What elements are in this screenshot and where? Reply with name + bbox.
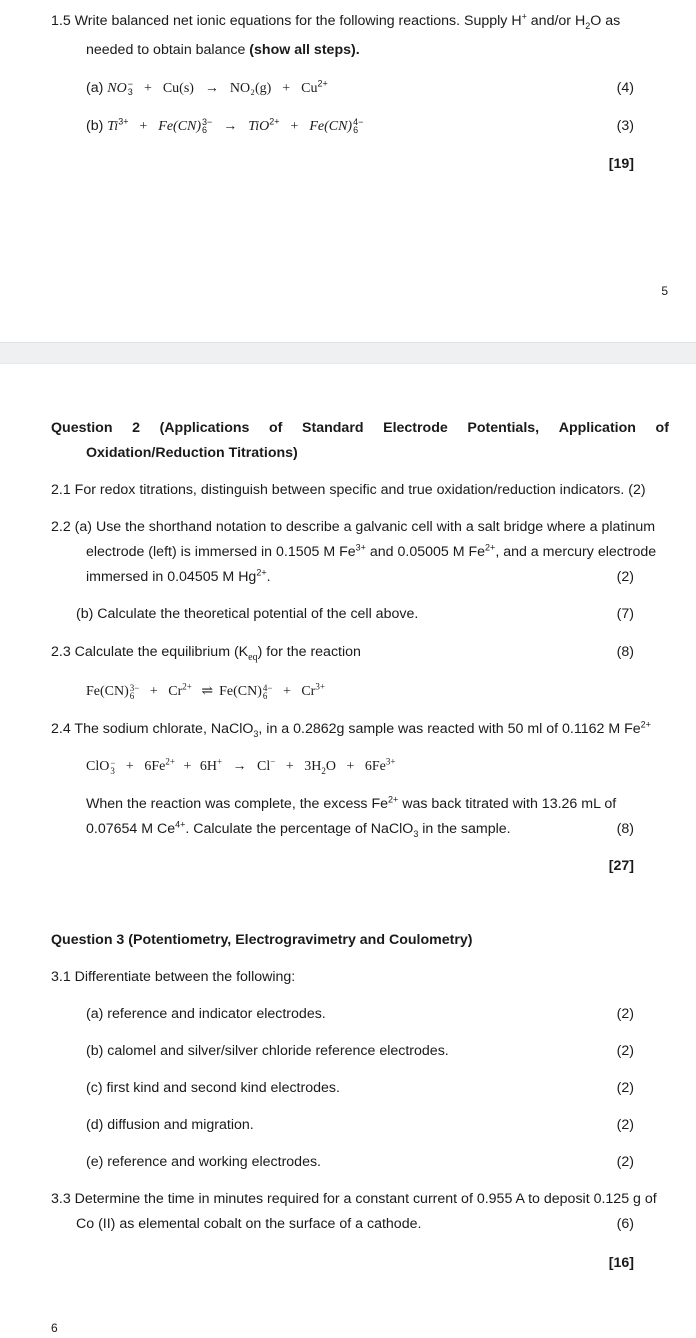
q31-item-b-marks: (2) xyxy=(616,1043,634,1059)
page-gap xyxy=(0,342,696,364)
reaction-b: (b) $Ti^{3+} + Fe(CN)$ 3− 6 → TiO$^{2+}$ + Fe(CN) 4− 6 xyxy=(86,116,364,136)
q21: 2.1 For redox titrations, distinguish between specific and true oxidation/reduction indicators. (2) xyxy=(51,482,646,498)
q33-line2: Co (II) as elemental cobalt on the surface of a cathode. xyxy=(76,1216,422,1232)
reaction-a: (a) NO − 3 + $Cu(s) \to NO_2(g) + Cu^{2+}$ xyxy=(86,78,328,98)
q33-marks: (6) xyxy=(616,1216,634,1232)
q3-heading: Question 3 (Potentiometry, Electrogravimetry and Coulometry) xyxy=(51,932,473,948)
q24-equation: ClO − 3 + $6Fe^{2+} + 6H^+ \to Cl^- + 3H_2O + 6Fe^{3+}$ xyxy=(86,756,396,777)
q3-total: [16] xyxy=(608,1255,634,1271)
q31: 3.1 Differentiate between the following: xyxy=(51,969,296,985)
q15-intro-line1: 1.5 Write balanced net ionic equations for the following reactions. Supply H+ and/or $H_2O$ as xyxy=(51,11,621,31)
q23-equation: Fe(CN) 3− 6 + $Cr^{2+}$ ⇌ Fe(CN) 4− 6 + $Cr^{3+}$ xyxy=(86,681,325,701)
page-number-6: 6 xyxy=(51,1321,58,1335)
q2-heading: Question 2 (Applications of Standard Electrode Potentials, Application of xyxy=(51,420,669,436)
q23-marks: (8) xyxy=(616,644,634,660)
q31-item-b: (b) calomel and silver/silver chloride reference electrodes. xyxy=(86,1043,449,1059)
q31-item-c: (c) first kind and second kind electrodes. xyxy=(86,1080,340,1096)
reaction-a-marks: (4) xyxy=(616,80,634,96)
q31-item-a-marks: (2) xyxy=(616,1006,634,1022)
q31-item-e: (e) reference and working electrodes. xyxy=(86,1154,322,1170)
q2-heading-line2: Oxidation/Reduction Titrations) xyxy=(86,445,298,461)
q23: 2.3 Calculate the equilibrium $(K_{eq})$ for the reaction xyxy=(51,644,361,663)
q24-line1: 2.4 The sodium chlorate, NaClO$_3$, in a 0.2862g sample was reacted with 50 ml of 0.1162 M $Fe^{2+}$ xyxy=(51,719,651,739)
q31-item-d: (d) diffusion and migration. xyxy=(86,1117,254,1133)
q15-intro-line2: needed to obtain balance (show all steps). xyxy=(86,42,360,58)
q31-item-a: (a) reference and indicator electrodes. xyxy=(86,1006,326,1022)
q24-marks: (8) xyxy=(616,821,634,837)
q22a-line1: 2.2 (a) Use the shorthand notation to describe a galvanic cell with a salt bridge where a platinum xyxy=(51,519,656,535)
q24-para-line2: 0.07654 M $Ce^{4+}$. Calculate the percentage of NaClO$_3$ in the sample. xyxy=(86,819,511,839)
q31-item-e-marks: (2) xyxy=(616,1154,634,1170)
q2-total: [27] xyxy=(608,858,634,874)
q22a-line3: immersed in 0.04505 M $Hg^{2+}$. xyxy=(86,567,271,585)
q1-total: [19] xyxy=(608,156,634,172)
reaction-b-marks: (3) xyxy=(616,118,634,134)
q31-item-c-marks: (2) xyxy=(616,1080,634,1096)
q22b-marks: (7) xyxy=(616,606,634,622)
q22a-line2: electrode (left) is immersed in 0.1505 M $Fe^{3+}$ and 0.05005 M $Fe^{2+}$, and a mercury electrode xyxy=(86,542,657,560)
q31-item-d-marks: (2) xyxy=(616,1117,634,1133)
page-number-5: 5 xyxy=(661,284,668,298)
q22a-marks: (2) xyxy=(616,569,634,585)
q24-para-line1: When the reaction was complete, the excess $Fe^{2+}$ was back titrated with 13.26 mL of xyxy=(86,794,617,812)
q33-line1: 3.3 Determine the time in minutes required for a constant current of 0.955 A to deposit 0.125 g of xyxy=(51,1191,657,1207)
q22b: (b) Calculate the theoretical potential of the cell above. xyxy=(76,606,419,622)
